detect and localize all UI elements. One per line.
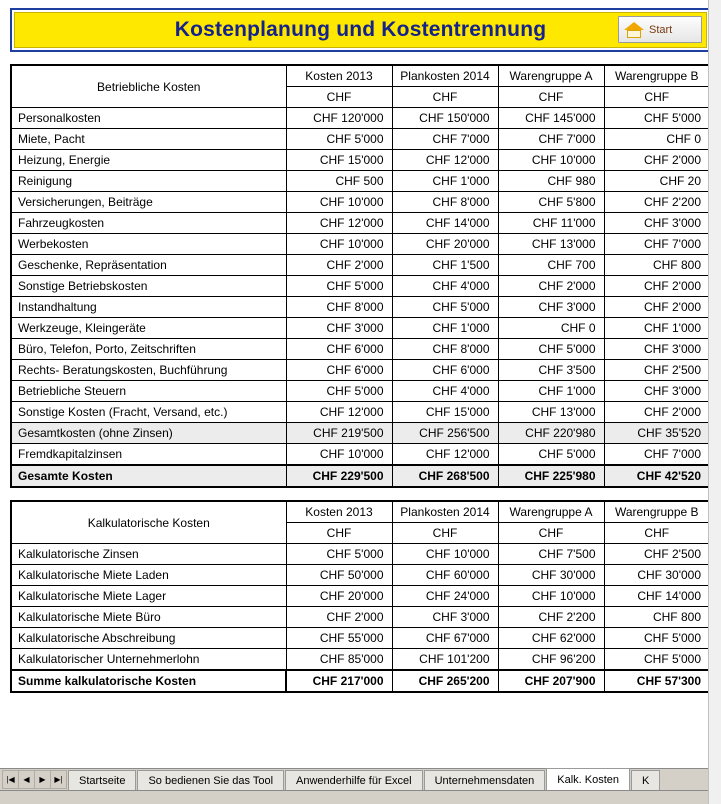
total-row-gesamte-kosten (11, 465, 710, 487)
table2-currency-3: CHF (604, 523, 710, 544)
table-row (11, 607, 710, 628)
start-button[interactable] (618, 16, 702, 43)
sheet-tab-startseite[interactable]: Startseite (68, 770, 136, 790)
cell-value: CHF 3'500 (498, 360, 604, 381)
total-row-summe-kalkulatorische (11, 670, 710, 692)
cell-value: CHF 980 (498, 171, 604, 192)
cell-value: CHF 500 (286, 171, 392, 192)
table2-col-header-0: Kosten 2013 (286, 501, 392, 523)
row-label: Kalkulatorischer Unternehmerlohn (11, 649, 286, 671)
cell-value: CHF 7'000 (498, 129, 604, 150)
row-label: Kalkulatorische Miete Büro (11, 607, 286, 628)
cell-value: CHF 5'000 (392, 297, 498, 318)
row-label: Gesamte Kosten (11, 465, 286, 487)
page-title: Kostenplanung und Kostentrennung (174, 18, 547, 41)
table2-header-label: Kalkulatorische Kosten (11, 501, 286, 544)
cell-value: CHF 15'000 (392, 402, 498, 423)
cell-value: CHF 55'000 (286, 628, 392, 649)
table-row (11, 129, 710, 150)
table-row (11, 297, 710, 318)
cell-value: CHF 6'000 (286, 339, 392, 360)
table1-currency-1: CHF (392, 87, 498, 108)
cell-value: CHF 96'200 (498, 649, 604, 671)
table1-col-header-0: Kosten 2013 (286, 65, 392, 87)
cell-value: CHF 20 (604, 171, 710, 192)
table-header-row (11, 501, 710, 523)
cell-value: CHF 6'000 (286, 360, 392, 381)
cell-value: CHF 268'500 (392, 465, 498, 487)
cell-value: CHF 60'000 (392, 565, 498, 586)
table1-col-header-1: Plankosten 2014 (392, 65, 498, 87)
row-label: Fremdkapitalzinsen (11, 444, 286, 466)
prev-sheet-icon[interactable]: ◀ (18, 770, 35, 789)
cell-value: CHF 20'000 (392, 234, 498, 255)
row-label: Kalkulatorische Zinsen (11, 544, 286, 565)
cell-value: CHF 120'000 (286, 108, 392, 129)
row-label: Sonstige Betriebskosten (11, 276, 286, 297)
cell-value: CHF 85'000 (286, 649, 392, 671)
cell-value: CHF 7'000 (604, 444, 710, 466)
row-label: Kalkulatorische Abschreibung (11, 628, 286, 649)
row-label: Geschenke, Repräsentation (11, 255, 286, 276)
cell-value: CHF 2'000 (604, 276, 710, 297)
cell-value: CHF 4'000 (392, 276, 498, 297)
row-label: Werkzeuge, Kleingeräte (11, 318, 286, 339)
status-bar (0, 790, 721, 804)
cell-value: CHF 2'000 (604, 402, 710, 423)
sheet-tab-kalk-kosten[interactable]: Kalk. Kosten (546, 768, 630, 790)
table1-currency-3: CHF (604, 87, 710, 108)
cell-value: CHF 10'000 (286, 192, 392, 213)
sheet-nav-arrows[interactable] (0, 769, 68, 790)
cell-value: CHF 225'980 (498, 465, 604, 487)
table2-currency-1: CHF (392, 523, 498, 544)
cell-value: CHF 1'000 (498, 381, 604, 402)
row-label: Summe kalkulatorische Kosten (11, 670, 286, 692)
cell-value: CHF 13'000 (498, 234, 604, 255)
cell-value: CHF 2'000 (498, 276, 604, 297)
cell-value: CHF 7'500 (498, 544, 604, 565)
row-label: Miete, Pacht (11, 129, 286, 150)
table-row (11, 360, 710, 381)
table1-col-header-2: Warengruppe A (498, 65, 604, 87)
cell-value: CHF 10'000 (286, 234, 392, 255)
cell-value: CHF 2'500 (604, 360, 710, 381)
cell-value: CHF 1'000 (392, 171, 498, 192)
row-label: Betriebliche Steuern (11, 381, 286, 402)
cell-value: CHF 1'000 (392, 318, 498, 339)
sheet-tab-so-bedienen-sie-das-tool[interactable]: So bedienen Sie das Tool (137, 770, 284, 790)
table-header-row (11, 65, 710, 87)
table2-currency-2: CHF (498, 523, 604, 544)
table-row (11, 381, 710, 402)
cell-value: CHF 5'000 (286, 276, 392, 297)
cell-value: CHF 6'000 (392, 360, 498, 381)
first-sheet-icon[interactable]: |◀ (2, 770, 19, 789)
cell-value: CHF 700 (498, 255, 604, 276)
vertical-scrollbar[interactable] (708, 0, 721, 804)
title-bar (14, 12, 707, 48)
table-row (11, 213, 710, 234)
cell-value: CHF 5'800 (498, 192, 604, 213)
cell-value: CHF 150'000 (392, 108, 498, 129)
table-row (11, 649, 710, 671)
cell-value: CHF 5'000 (286, 544, 392, 565)
cell-value: CHF 0 (604, 129, 710, 150)
house-icon (624, 22, 644, 38)
cell-value: CHF 8'000 (286, 297, 392, 318)
table-row (11, 255, 710, 276)
cell-value: CHF 62'000 (498, 628, 604, 649)
table1-currency-0: CHF (286, 87, 392, 108)
cell-value: CHF 5'000 (604, 649, 710, 671)
cell-value: CHF 10'000 (286, 444, 392, 466)
cell-value: CHF 219'500 (286, 423, 392, 444)
row-label: Heizung, Energie (11, 150, 286, 171)
cell-value: CHF 101'200 (392, 649, 498, 671)
table-row (11, 339, 710, 360)
cell-value: CHF 3'000 (604, 381, 710, 402)
table-kalkulatorische-kosten (10, 500, 711, 693)
table-row (11, 318, 710, 339)
table1-currency-2: CHF (498, 87, 604, 108)
cell-value: CHF 3'000 (498, 297, 604, 318)
table-row (11, 586, 710, 607)
row-label: Rechts- Beratungskosten, Buchführung (11, 360, 286, 381)
subtotal-row-gesamtkosten (11, 423, 710, 444)
cell-value: CHF 12'000 (392, 150, 498, 171)
table-row (11, 171, 710, 192)
cell-value: CHF 7'000 (604, 234, 710, 255)
cell-value: CHF 14'000 (392, 213, 498, 234)
cell-value: CHF 24'000 (392, 586, 498, 607)
cell-value: CHF 14'000 (604, 586, 710, 607)
cell-value: CHF 42'520 (604, 465, 710, 487)
table2-currency-0: CHF (286, 523, 392, 544)
cell-value: CHF 67'000 (392, 628, 498, 649)
cell-value: CHF 8'000 (392, 192, 498, 213)
table2-col-header-2: Warengruppe A (498, 501, 604, 523)
cell-value: CHF 220'980 (498, 423, 604, 444)
cell-value: CHF 0 (498, 318, 604, 339)
cell-value: CHF 3'000 (604, 339, 710, 360)
cell-value: CHF 13'000 (498, 402, 604, 423)
cell-value: CHF 12'000 (286, 402, 392, 423)
cell-value: CHF 15'000 (286, 150, 392, 171)
last-sheet-icon[interactable]: ▶| (50, 770, 67, 789)
sheet-tab-bar (0, 768, 721, 790)
cell-value: CHF 2'200 (604, 192, 710, 213)
cell-value: CHF 4'000 (392, 381, 498, 402)
cell-value: CHF 1'500 (392, 255, 498, 276)
cell-value: CHF 265'200 (392, 670, 498, 692)
cell-value: CHF 30'000 (498, 565, 604, 586)
row-label: Gesamtkosten (ohne Zinsen) (11, 423, 286, 444)
table-betriebliche-kosten (10, 64, 711, 488)
cell-value: CHF 207'900 (498, 670, 604, 692)
cell-value: CHF 800 (604, 255, 710, 276)
table-row (11, 628, 710, 649)
sheet-tab-partial[interactable]: K (631, 770, 660, 790)
sheet-tab-anwenderhilfe-fuer-excel[interactable]: Anwenderhilfe für Excel (285, 770, 423, 790)
row-label: Büro, Telefon, Porto, Zeitschriften (11, 339, 286, 360)
cell-value: CHF 5'000 (498, 339, 604, 360)
cell-value: CHF 10'000 (498, 586, 604, 607)
row-label: Kalkulatorische Miete Lager (11, 586, 286, 607)
row-label: Instandhaltung (11, 297, 286, 318)
cell-value: CHF 2'000 (604, 150, 710, 171)
cell-value: CHF 12'000 (392, 444, 498, 466)
table-row (11, 108, 710, 129)
cell-value: CHF 10'000 (392, 544, 498, 565)
cell-value: CHF 5'000 (286, 381, 392, 402)
cell-value: CHF 35'520 (604, 423, 710, 444)
cell-value: CHF 3'000 (286, 318, 392, 339)
cell-value: CHF 7'000 (392, 129, 498, 150)
table-row (11, 192, 710, 213)
cell-value: CHF 20'000 (286, 586, 392, 607)
cell-value: CHF 5'000 (498, 444, 604, 466)
cell-value: CHF 5'000 (604, 108, 710, 129)
row-label: Sonstige Kosten (Fracht, Versand, etc.) (11, 402, 286, 423)
cell-value: CHF 3'000 (604, 213, 710, 234)
table1-col-header-3: Warengruppe B (604, 65, 710, 87)
row-label: Personalkosten (11, 108, 286, 129)
cell-value: CHF 11'000 (498, 213, 604, 234)
cell-value: CHF 2'200 (498, 607, 604, 628)
cell-value: CHF 1'000 (604, 318, 710, 339)
cell-value: CHF 2'000 (286, 255, 392, 276)
table-row (11, 234, 710, 255)
cell-value: CHF 5'000 (286, 129, 392, 150)
cell-value: CHF 3'000 (392, 607, 498, 628)
cell-value: CHF 2'000 (286, 607, 392, 628)
table-row (11, 565, 710, 586)
table1-header-label: Betriebliche Kosten (11, 65, 286, 108)
table2-col-header-1: Plankosten 2014 (392, 501, 498, 523)
row-label: Reinigung (11, 171, 286, 192)
cell-value: CHF 30'000 (604, 565, 710, 586)
cell-value: CHF 10'000 (498, 150, 604, 171)
row-label: Werbekosten (11, 234, 286, 255)
table-row (11, 276, 710, 297)
title-banner (10, 8, 711, 52)
cell-value: CHF 256'500 (392, 423, 498, 444)
subtotal-row-fremdkapitalzinsen (11, 444, 710, 466)
sheet-tab-unternehmensdaten[interactable]: Unternehmensdaten (424, 770, 546, 790)
cell-value: CHF 800 (604, 607, 710, 628)
table-row (11, 402, 710, 423)
cell-value: CHF 145'000 (498, 108, 604, 129)
cell-value: CHF 8'000 (392, 339, 498, 360)
table2-col-header-3: Warengruppe B (604, 501, 710, 523)
cell-value: CHF 217'000 (286, 670, 392, 692)
table-row (11, 150, 710, 171)
cell-value: CHF 2'500 (604, 544, 710, 565)
cell-value: CHF 50'000 (286, 565, 392, 586)
cell-value: CHF 57'300 (604, 670, 710, 692)
row-label: Kalkulatorische Miete Laden (11, 565, 286, 586)
start-button-label: Start (649, 23, 673, 36)
cell-value: CHF 12'000 (286, 213, 392, 234)
cell-value: CHF 229'500 (286, 465, 392, 487)
row-label: Fahrzeugkosten (11, 213, 286, 234)
row-label: Versicherungen, Beiträge (11, 192, 286, 213)
cell-value: CHF 2'000 (604, 297, 710, 318)
next-sheet-icon[interactable]: ▶ (34, 770, 51, 789)
cell-value: CHF 5'000 (604, 628, 710, 649)
table-row (11, 544, 710, 565)
